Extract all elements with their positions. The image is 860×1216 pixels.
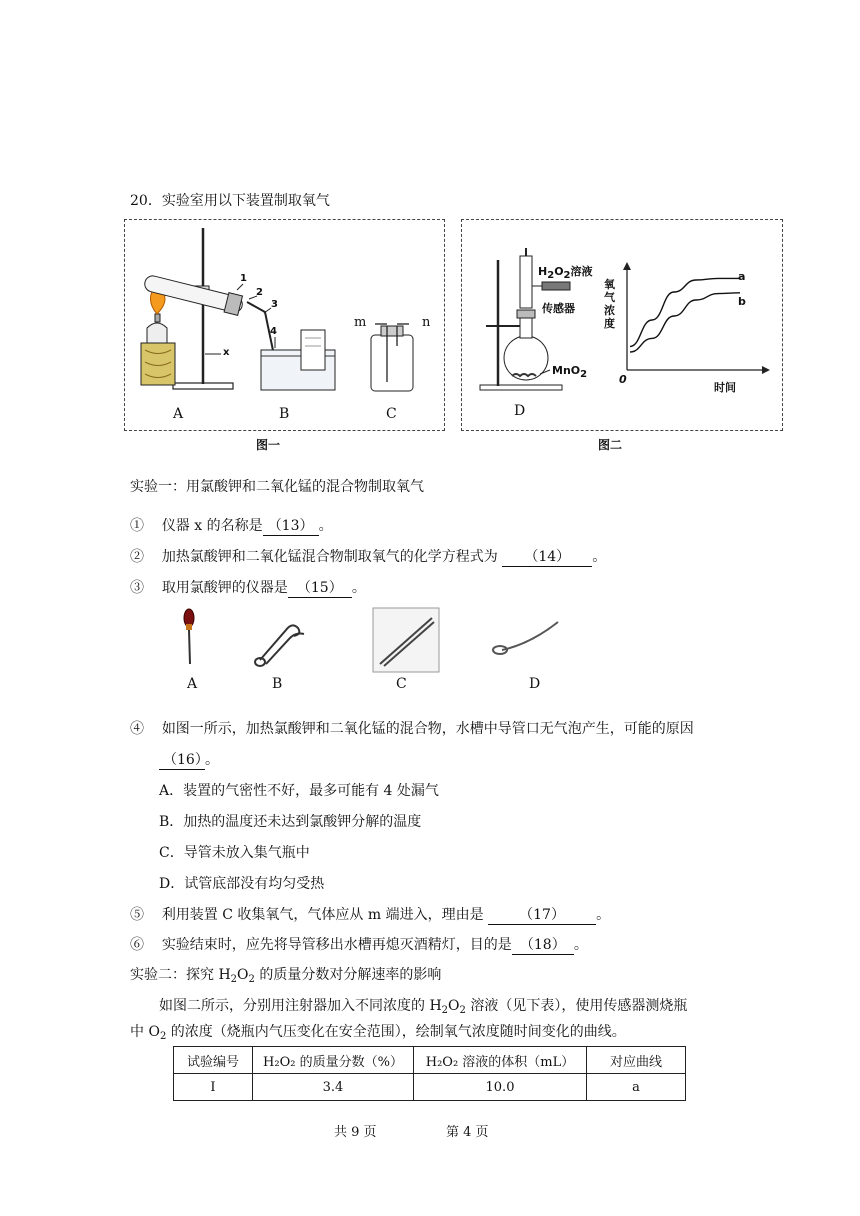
option-d: D．试管底部没有均匀受热 bbox=[159, 876, 325, 892]
item-18: ⑥ 实验结束时，应先将导管移出水槽再熄灭酒精灯，目的是 （18） 。 bbox=[130, 934, 588, 955]
answer-blank-13[interactable]: （13） bbox=[263, 515, 319, 536]
answer-blank-15[interactable]: （15） bbox=[288, 577, 352, 598]
table-cell: 10.0 bbox=[414, 1074, 587, 1101]
figure-1-caption: 图一 bbox=[256, 438, 281, 452]
tongs-icon bbox=[255, 625, 304, 666]
oxygen-concentration-chart bbox=[462, 220, 782, 430]
table-cell: I bbox=[174, 1074, 253, 1101]
tool-c-label: C bbox=[396, 676, 407, 692]
dropper-icon bbox=[184, 609, 194, 664]
item-17: ⑤ 利用装置 C 收集氧气，气体应从 m 端进入，理由是 （17） 。 bbox=[130, 904, 610, 925]
sensor-label: 传感器 bbox=[542, 302, 575, 315]
tool-images bbox=[170, 604, 570, 674]
figure-2-box bbox=[461, 219, 783, 431]
figure-1-apparatus bbox=[125, 220, 444, 430]
table-header-cell: H₂O₂ 溶液的体积（mL） bbox=[414, 1047, 587, 1074]
footer-total-pages: 共 9 页 bbox=[334, 1125, 377, 1140]
table-header-cell: H₂O₂ 的质量分数（%） bbox=[253, 1047, 414, 1074]
port-m-label: m bbox=[354, 315, 367, 330]
mno2-label: MnO2 bbox=[552, 364, 588, 380]
table-row bbox=[174, 1074, 686, 1101]
table-header-row bbox=[174, 1047, 686, 1074]
experiment-2-heading: 实验二：探究 $H_2O_2$ 的质量分数对分解速率的影响 bbox=[130, 967, 442, 985]
option-b: B．加热的温度还未达到氯酸钾分解的温度 bbox=[159, 814, 422, 830]
curve-b-label: b bbox=[738, 295, 746, 308]
question-text: ．实验室用以下装置制取氧气 bbox=[147, 193, 330, 209]
table-cell: 3.4 bbox=[253, 1074, 414, 1101]
callout-1: 1 bbox=[240, 273, 247, 284]
option-c: C．导管未放入集气瓶中 bbox=[159, 845, 310, 861]
apparatus-c-label: C bbox=[386, 406, 397, 422]
item-13: ① 仪器 x 的名称是 （13） 。 bbox=[130, 515, 333, 536]
chart-y-label: 氧 气 浓 度 bbox=[604, 278, 615, 330]
question-number: 20 bbox=[130, 193, 148, 209]
item-14: ② 加热氯酸钾和二氧化锰混合物制取氧气的化学方程式为 （14） 。 bbox=[130, 546, 606, 567]
answer-blank-14[interactable]: （14） bbox=[502, 546, 592, 567]
figure-2-caption: 图二 bbox=[598, 438, 623, 452]
apparatus-b-label: B bbox=[279, 406, 290, 422]
callout-3: 3 bbox=[271, 299, 278, 310]
figure-1-box bbox=[124, 219, 445, 431]
experiment-table bbox=[173, 1046, 686, 1101]
footer-current-page: 第 4 页 bbox=[446, 1125, 489, 1140]
item-15: ③ 取用氯酸钾的仪器是 （15） 。 bbox=[130, 577, 366, 598]
apparatus-a-label: A bbox=[173, 406, 184, 422]
curve-a-label: a bbox=[738, 270, 746, 283]
chart-x-label: 时间 bbox=[714, 381, 736, 394]
answer-blank-18[interactable]: （18） bbox=[512, 934, 574, 955]
item-16-blank-line: （16）。 bbox=[159, 749, 219, 770]
item-16: ④ 如图一所示，加热氯酸钾和二氧化锰的混合物，水槽中导管口无气泡产生，可能的原因 bbox=[130, 721, 694, 737]
tool-d-label: D bbox=[529, 676, 541, 692]
experiment-1-heading: 实验一：用氯酸钾和二氧化锰的混合物制取氧气 bbox=[130, 479, 424, 495]
h2o2-solution-label: H2O2溶液 bbox=[538, 265, 593, 281]
question-title bbox=[130, 190, 330, 210]
chart-origin-label: 0 bbox=[619, 373, 627, 386]
series-line-a bbox=[630, 278, 740, 346]
table-header-cell: 对应曲线 bbox=[587, 1047, 686, 1074]
port-n-label: n bbox=[422, 315, 431, 330]
experiment-2-paragraph-1: 如图二所示，分别用注射器加入不同浓度的 $H_2O_2$ 溶液（见下表），使用传感器测烧瓶 bbox=[159, 998, 688, 1016]
table-cell: a bbox=[587, 1074, 686, 1101]
option-a: A．装置的气密性不好，最多可能有 4 处漏气 bbox=[159, 783, 439, 799]
callout-2: 2 bbox=[256, 287, 263, 298]
table-header-cell: 试验编号 bbox=[174, 1047, 253, 1074]
callout-x: x bbox=[223, 347, 230, 358]
spatula-icon bbox=[493, 622, 558, 654]
answer-blank-16[interactable]: （16） bbox=[159, 749, 205, 770]
answer-blank-17[interactable]: （17） bbox=[488, 904, 596, 925]
experiment-2-paragraph-2: 中 $O_2$ 的浓度（烧瓶内气压变化在安全范围），绘制氧气浓度随时间变化的曲线。 bbox=[130, 1024, 626, 1042]
tool-a-label: A bbox=[187, 676, 198, 692]
callout-4: 4 bbox=[270, 326, 277, 337]
tool-b-label: B bbox=[272, 676, 283, 692]
apparatus-d-label: D bbox=[514, 403, 526, 419]
